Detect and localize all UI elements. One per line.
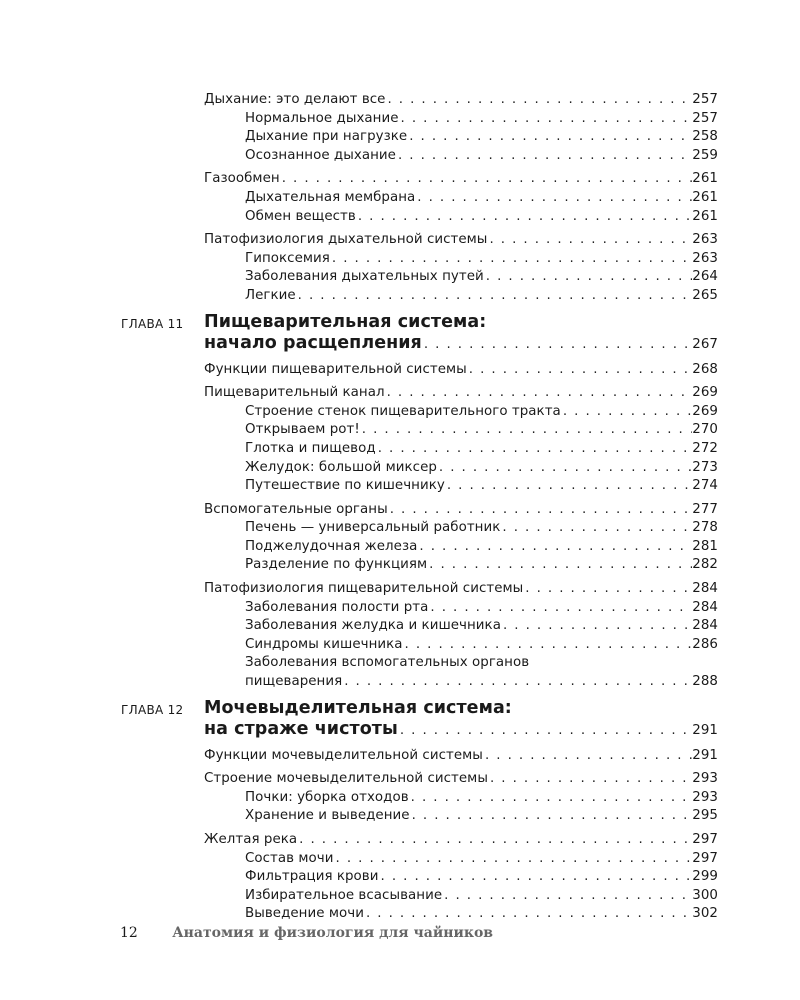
book-title: Анатомия и физиология для чайников	[172, 925, 494, 941]
toc-subentry	[245, 654, 718, 673]
toc-entry-title: Функции мочевыделительной системы	[204, 747, 483, 763]
toc-page-number: 261	[692, 208, 718, 224]
dot-leader	[296, 287, 693, 306]
toc-page-number: 259	[692, 147, 718, 163]
toc-entry-title: Поджелудочная железа	[245, 538, 418, 554]
toc-page-number: 291	[692, 723, 718, 739]
dot-leader	[403, 636, 693, 655]
toc-entry-title: Выведение мочи	[245, 906, 364, 922]
toc-page-number: 297	[692, 832, 718, 847]
dot-leader	[501, 617, 692, 636]
dot-leader	[442, 887, 692, 906]
toc-page-number: 277	[692, 501, 718, 517]
toc-subentry	[245, 617, 718, 636]
toc-subentry	[245, 459, 718, 478]
toc-subentry	[245, 868, 718, 887]
dot-leader	[415, 189, 692, 208]
toc-entry-title: Желудок: большой миксер	[245, 459, 437, 475]
page-number: 12	[120, 925, 138, 941]
toc-section	[0, 91, 800, 165]
toc-subentry	[245, 850, 718, 869]
toc-subentry	[245, 673, 718, 692]
dot-leader	[409, 789, 693, 808]
toc-page-number: 264	[692, 269, 718, 285]
toc-entry	[204, 384, 718, 403]
chapter-heading	[0, 698, 800, 742]
toc-section	[0, 361, 800, 380]
chapter-title-line1	[204, 698, 718, 720]
toc-subentry	[245, 189, 718, 208]
toc-subentry	[245, 403, 718, 422]
toc-entry-title: Дыхание при нагрузке	[245, 129, 408, 145]
chapter-title-line1	[204, 312, 718, 334]
dot-leader	[407, 128, 692, 147]
dot-leader	[437, 459, 692, 478]
toc-subentry	[245, 905, 718, 924]
dot-leader	[484, 268, 693, 287]
dot-leader	[467, 361, 693, 380]
toc-subentry	[245, 807, 718, 826]
toc-entry-title: Заболевания желудка и кишечника	[245, 618, 501, 634]
toc-section	[0, 384, 800, 496]
dot-leader	[500, 519, 692, 538]
toc-page-number: 268	[692, 361, 718, 377]
toc-page-number: 284	[692, 581, 718, 597]
toc-page-number: 263	[692, 250, 718, 266]
toc-subentry	[245, 519, 718, 538]
dot-leader	[487, 231, 692, 250]
dot-leader	[364, 905, 692, 924]
dot-leader	[385, 91, 692, 110]
dot-leader	[297, 831, 692, 850]
toc-page-number: 295	[692, 808, 718, 824]
toc-subentry	[245, 268, 718, 287]
toc-page-number: 299	[692, 869, 718, 885]
toc-page-number: 284	[692, 599, 718, 615]
toc-entry-title: Желтая река	[204, 832, 298, 847]
dot-leader	[342, 673, 692, 692]
toc-page-number: 269	[692, 403, 718, 419]
dot-leader	[360, 421, 693, 440]
toc-entry-title: Синдромы кишечника	[245, 636, 403, 652]
dot-leader	[417, 538, 692, 557]
dot-leader	[488, 770, 692, 789]
toc-entry-title: Легкие	[245, 287, 296, 303]
toc-entry	[204, 770, 718, 789]
toc-subentry	[245, 287, 718, 306]
dot-leader	[561, 403, 692, 422]
toc-entry-title: Строение стенок пищеварительного тракта	[245, 403, 561, 419]
dot-leader	[483, 747, 692, 766]
toc-page-number: 257	[692, 110, 718, 126]
toc-subentry	[245, 250, 718, 269]
toc-section	[0, 770, 800, 826]
toc-entry-title: Хранение и выведение	[245, 808, 410, 824]
toc-entry-title: Состав мочи	[245, 850, 334, 866]
toc-page-number: 302	[692, 906, 718, 922]
toc-entry-title: Открываем рот!	[245, 422, 360, 438]
toc-page-number: 265	[692, 287, 718, 303]
toc-page-number: 297	[692, 850, 718, 866]
dot-leader	[399, 110, 693, 129]
dot-leader	[385, 384, 693, 403]
chapter-title-line2	[204, 333, 718, 356]
toc-page-number: 269	[692, 385, 718, 401]
toc-entry-title: Заболевания полости рта	[245, 599, 429, 615]
toc-entry-title: Газообмен	[204, 171, 280, 187]
toc-page-number: 257	[692, 92, 718, 107]
chapter-heading	[0, 312, 800, 356]
chapter-label: ГЛАВА 11	[121, 316, 184, 331]
toc-subentry	[245, 887, 718, 906]
toc-section	[0, 747, 800, 766]
toc-entry-title: пищеварения	[245, 674, 343, 690]
toc-page-number: 300	[692, 887, 718, 903]
chapter-title-line2	[204, 719, 718, 742]
toc-subentry	[245, 110, 718, 129]
toc-entry	[204, 831, 718, 850]
chapter-subtitle: на страже чистоты	[204, 719, 398, 740]
toc-entry-title: Дыхание: это делают все	[204, 92, 386, 107]
toc-page-number: 284	[692, 618, 718, 634]
toc-section	[0, 231, 800, 305]
toc-entry-title: Заболевания дыхательных путей	[245, 269, 484, 285]
toc-page-number: 291	[692, 747, 718, 763]
dot-leader	[388, 501, 693, 520]
toc-entry-title: Обмен веществ	[245, 208, 356, 224]
toc-entry-title: Осознанное дыхание	[245, 147, 396, 163]
toc-entry-title: Разделение по функциям	[245, 557, 428, 573]
toc-entry	[204, 747, 718, 766]
toc-subentry	[245, 789, 718, 808]
chapter-subtitle: начало расщепления	[204, 333, 422, 354]
toc-page-number: 278	[692, 520, 718, 536]
toc-entry	[204, 170, 718, 189]
toc-entry-title: Глотка и пищевод	[245, 440, 376, 456]
toc-section	[0, 831, 800, 924]
toc-subentry	[245, 208, 718, 227]
toc-section	[0, 170, 800, 226]
chapter-title: Пищеварительная система:	[204, 311, 487, 332]
toc-page-number: 273	[692, 459, 718, 475]
toc-entry-title: Фильтрация крови	[245, 869, 379, 885]
toc-page-number: 274	[692, 478, 718, 494]
toc-subentry	[245, 599, 718, 618]
chapter-label: ГЛАВА 12	[121, 702, 184, 717]
toc-page-number: 293	[692, 789, 718, 805]
toc-subentry	[245, 421, 718, 440]
toc-entry-title: Патофизиология пищеварительной системы	[204, 581, 524, 597]
toc-entry	[204, 231, 718, 250]
toc-entry-title: Патофизиология дыхательной системы	[204, 232, 488, 248]
dot-leader	[280, 170, 693, 189]
toc-section	[0, 501, 800, 575]
toc-entry-title: Печень — универсальный работник	[245, 520, 501, 536]
page-footer	[120, 925, 493, 941]
toc-entry	[204, 501, 718, 520]
toc-page-number: 293	[692, 771, 718, 787]
toc-entry	[204, 580, 718, 599]
toc-page-number: 263	[692, 232, 718, 248]
toc-entry-title: Вспомогательные органы	[204, 501, 388, 517]
toc-entry-title: Путешествие по кишечнику	[245, 478, 445, 494]
dot-leader	[428, 599, 692, 618]
toc-subentry	[245, 477, 718, 496]
dot-leader	[398, 720, 692, 742]
toc-subentry	[245, 556, 718, 575]
toc-page-number: 281	[692, 538, 718, 554]
toc-subentry	[245, 147, 718, 166]
chapter-title: Мочевыделительная система:	[204, 697, 512, 718]
toc-page-number: 261	[692, 189, 718, 205]
toc-entry-title: Функции пищеварительной системы	[204, 361, 467, 377]
dot-leader	[356, 208, 692, 227]
toc-entry	[204, 91, 718, 110]
toc-subentry	[245, 128, 718, 147]
toc-entry-title: Заболевания вспомогательных органов	[245, 655, 530, 671]
dot-leader	[376, 440, 693, 459]
dot-leader	[410, 807, 693, 826]
dot-leader	[379, 868, 693, 887]
toc-entry-title: Пищеварительный канал	[204, 385, 385, 401]
toc-entry-title: Дыхательная мембрана	[245, 189, 416, 205]
toc-entry-title: Избирательное всасывание	[245, 887, 443, 903]
dot-leader	[330, 250, 692, 269]
toc-entry-title: Нормальное дыхание	[245, 110, 399, 126]
table-of-contents	[0, 91, 800, 929]
dot-leader	[396, 147, 692, 166]
toc-page-number: 267	[692, 337, 718, 353]
toc-entry-title: Гипоксемия	[245, 250, 330, 266]
toc-page-number: 261	[692, 171, 718, 187]
dot-leader	[445, 477, 692, 496]
toc-subentry	[245, 440, 718, 459]
toc-entry	[204, 361, 718, 380]
dot-leader	[523, 580, 692, 599]
dot-leader	[422, 334, 692, 356]
toc-entry-title: Строение мочевыделительной системы	[204, 771, 488, 787]
toc-entry-title: Почки: уборка отходов	[245, 789, 409, 805]
toc-page-number: 286	[692, 636, 718, 652]
toc-page-number: 272	[692, 440, 718, 456]
dot-leader	[427, 556, 692, 575]
toc-page-number: 270	[692, 422, 718, 438]
toc-subentry	[245, 538, 718, 557]
dot-leader	[334, 850, 693, 869]
toc-subentry	[245, 636, 718, 655]
toc-page-number: 288	[692, 674, 718, 690]
toc-section	[0, 580, 800, 692]
toc-page-number: 258	[692, 129, 718, 145]
toc-page-number: 282	[692, 557, 718, 573]
